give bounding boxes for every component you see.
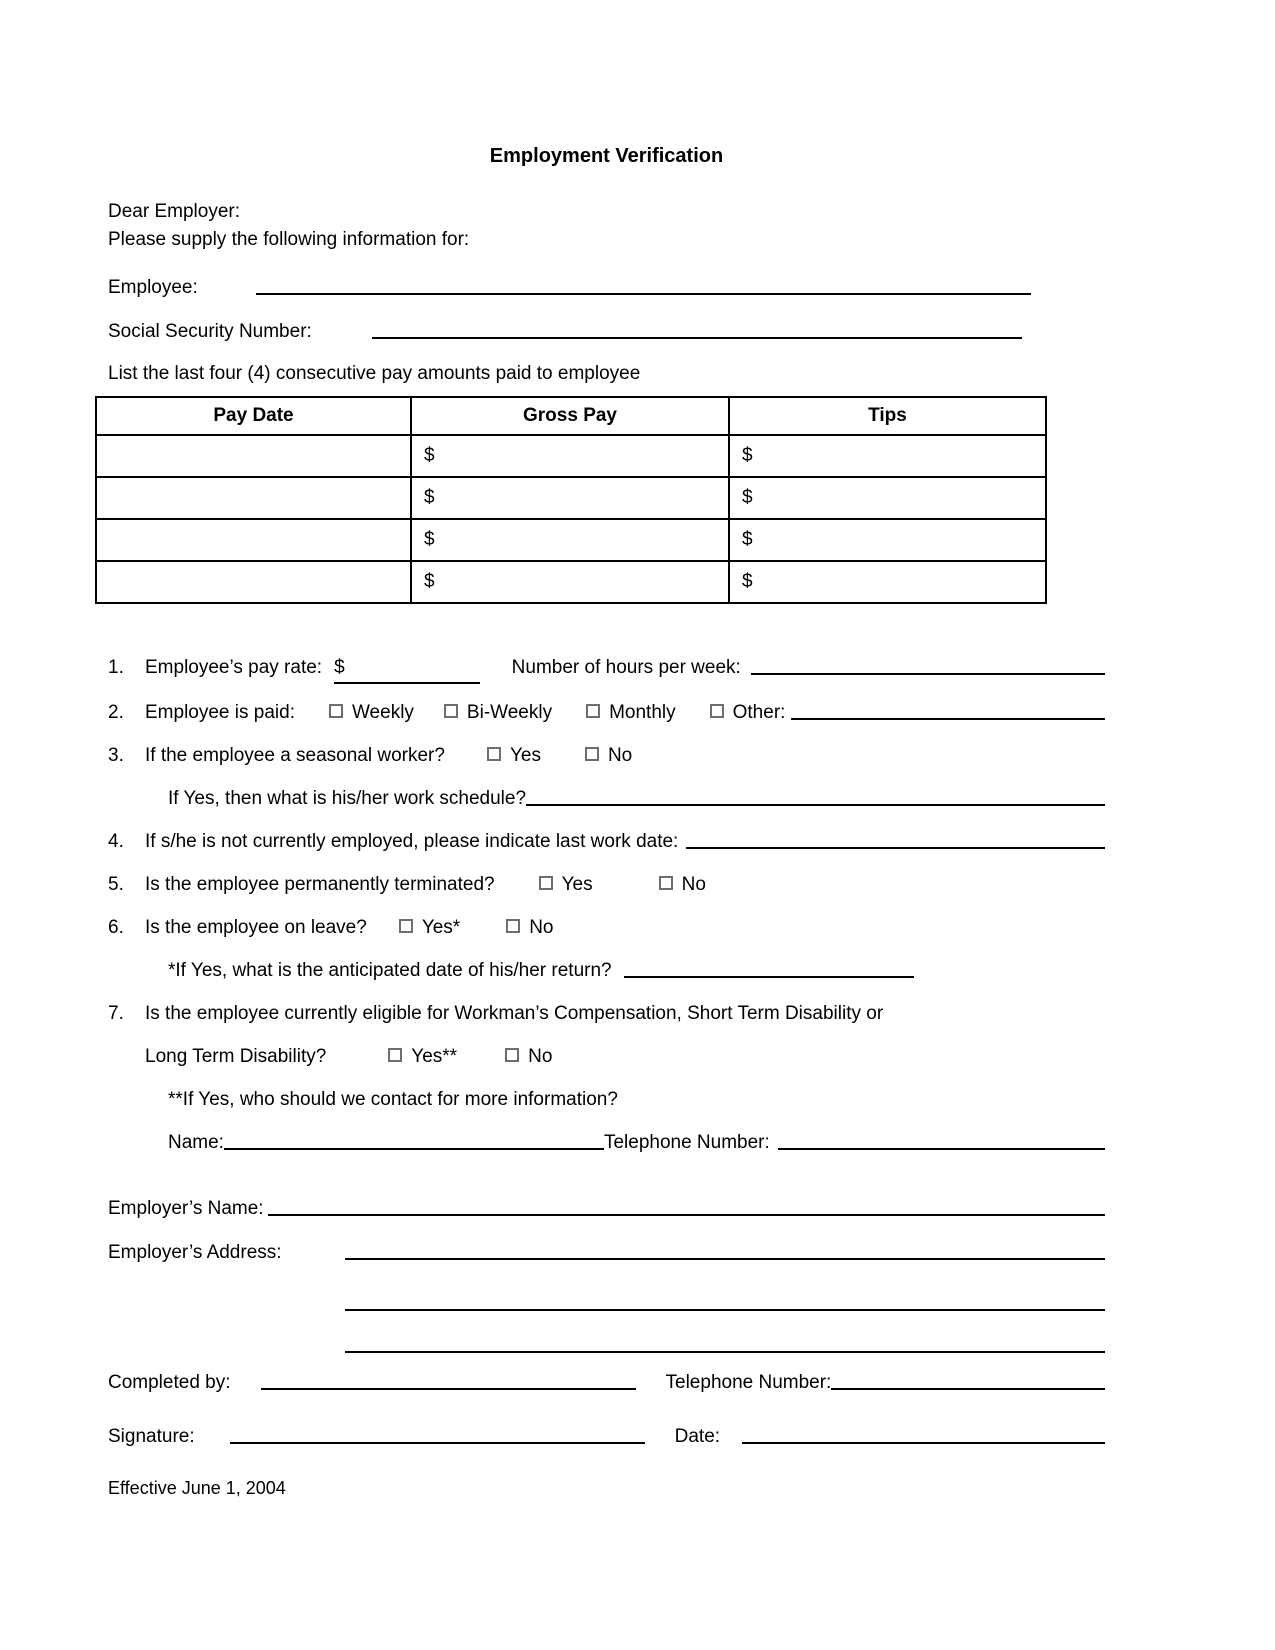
contact-phone-label: Telephone Number: [603, 1132, 770, 1153]
question-6-followup-row [168, 957, 1105, 985]
checkbox-icon[interactable] [399, 919, 413, 933]
gross-pay-cell[interactable]: $ [411, 561, 729, 603]
question-3-yes[interactable] [487, 742, 541, 770]
question-1-number: 1. [108, 657, 124, 678]
employer-address-extra-row [108, 1295, 1105, 1309]
checkbox-icon[interactable] [505, 1048, 519, 1062]
ssn-label: Social Security Number: [108, 321, 312, 342]
question-2-number: 2. [108, 702, 124, 723]
contact-name-label: Name: [168, 1132, 224, 1153]
checkbox-icon[interactable] [506, 919, 520, 933]
option-monthly-label: Monthly [609, 702, 676, 723]
question-6-no[interactable] [506, 914, 553, 942]
completed-by-label: Completed by: [108, 1372, 231, 1393]
tips-cell[interactable]: $ [729, 435, 1046, 477]
question-6-number: 6. [108, 917, 124, 938]
table-row [96, 561, 1046, 603]
question-5-no[interactable] [659, 871, 706, 899]
employer-name-label: Employer’s Name: [108, 1198, 264, 1219]
question-4 [108, 828, 1105, 856]
dollar-sign: $ [334, 657, 345, 678]
signature-label: Signature: [108, 1426, 195, 1447]
no-label: No [528, 1046, 553, 1067]
checkbox-icon[interactable] [585, 747, 599, 761]
checkbox-icon[interactable] [710, 704, 724, 718]
option-monthly[interactable] [586, 699, 676, 727]
question-7-label-line2: Long Term Disability? [145, 1046, 327, 1067]
question-2-label: Employee is paid: [145, 702, 295, 723]
last-work-date-input-line[interactable] [686, 835, 1105, 849]
completed-by-input-line[interactable] [261, 1376, 636, 1390]
pay-date-cell[interactable] [96, 477, 411, 519]
option-other-label: Other: [732, 702, 786, 723]
employee-input-line[interactable] [256, 281, 1031, 295]
yes-label: Yes [561, 874, 593, 895]
completed-phone-label: Telephone Number: [665, 1372, 832, 1393]
completed-by-row [108, 1369, 1105, 1397]
question-3-followup-label: If Yes, then what is his/her work schedule? [168, 788, 527, 809]
gross-pay-cell[interactable]: $ [411, 519, 729, 561]
question-7 [108, 1000, 1105, 1028]
tips-cell[interactable]: $ [729, 477, 1046, 519]
employer-address-line-2[interactable] [345, 1297, 1105, 1311]
question-2 [108, 699, 1105, 727]
pay-table [95, 396, 1047, 604]
question-4-number: 4. [108, 831, 124, 852]
question-3-label: If the employee a seasonal worker? [145, 745, 445, 766]
effective-date-text: Effective June 1, 2004 [108, 1478, 286, 1498]
question-5-number: 5. [108, 874, 124, 895]
dear-employer-text: Dear Employer: [108, 201, 240, 222]
questions-section [108, 654, 1105, 1157]
option-bi-weekly[interactable] [444, 699, 552, 727]
hours-per-week-input-line[interactable] [751, 661, 1105, 675]
question-7-yes[interactable] [388, 1043, 457, 1071]
question-1-label: Employee’s pay rate: [145, 657, 323, 678]
yes-label: Yes* [421, 917, 461, 938]
employer-address-line-3[interactable] [345, 1339, 1105, 1353]
checkbox-icon[interactable] [487, 747, 501, 761]
option-weekly[interactable] [329, 699, 414, 727]
question-6 [108, 914, 1105, 942]
gross-pay-cell[interactable]: $ [411, 477, 729, 519]
ssn-input-line[interactable] [372, 325, 1022, 339]
question-6-followup-label: *If Yes, what is the anticipated date of his/her return? [168, 960, 612, 981]
employer-address-extra-row [108, 1337, 1105, 1351]
checkbox-icon[interactable] [388, 1048, 402, 1062]
question-5 [108, 871, 1105, 899]
employee-label: Employee: [108, 277, 198, 298]
employer-name-input-line[interactable] [268, 1202, 1105, 1216]
question-4-label: If s/he is not currently employed, please indicate last work date: [145, 831, 679, 852]
signature-input-line[interactable] [230, 1430, 645, 1444]
question-6-label: Is the employee on leave? [145, 917, 367, 938]
checkbox-icon[interactable] [444, 704, 458, 718]
completed-phone-input-line[interactable] [831, 1376, 1105, 1390]
yes-label: Yes** [411, 1046, 458, 1067]
question-7-followup-label: **If Yes, who should we contact for more information? [168, 1089, 618, 1110]
tips-cell[interactable]: $ [729, 561, 1046, 603]
no-label: No [607, 745, 633, 766]
contact-name-input-line[interactable] [224, 1136, 604, 1150]
question-7-contact-row [168, 1129, 1105, 1157]
date-label: Date: [674, 1426, 721, 1447]
header-pay-date: Pay Date [96, 397, 411, 435]
pay-rate-blank [345, 672, 480, 673]
page-title: Employment Verification [489, 145, 724, 167]
question-5-label: Is the employee permanently terminated? [145, 874, 495, 895]
employer-address-label: Employer’s Address: [108, 1242, 282, 1263]
option-bi-weekly-label: Bi-Weekly [466, 702, 553, 723]
question-3-followup-row [168, 785, 1105, 813]
date-input-line[interactable] [742, 1430, 1105, 1444]
pay-date-cell[interactable] [96, 561, 411, 603]
employer-address-line-1[interactable] [345, 1246, 1105, 1260]
yes-label: Yes [509, 745, 541, 766]
table-row [96, 435, 1046, 477]
tips-cell[interactable]: $ [729, 519, 1046, 561]
pay-table-header-row [96, 397, 1046, 435]
return-date-input-line[interactable] [624, 964, 914, 978]
employer-name-row [108, 1195, 1105, 1223]
pay-rate-input-line[interactable] [334, 654, 480, 684]
no-label: No [681, 874, 706, 895]
question-6-yes[interactable] [399, 914, 460, 942]
contact-phone-input-line[interactable] [778, 1136, 1105, 1150]
question-1 [108, 654, 1105, 684]
question-7-line2 [145, 1043, 1105, 1071]
employer-address-row [108, 1239, 1105, 1267]
option-other[interactable] [710, 699, 786, 727]
question-7-label-line1: Is the employee currently eligible for Workman’s Compensation, Short Term Disability or [145, 1003, 884, 1024]
question-7-followup-row [168, 1086, 1105, 1114]
checkbox-icon[interactable] [659, 876, 673, 890]
pay-date-cell[interactable] [96, 435, 411, 477]
supply-info-text: Please supply the following information for: [108, 229, 470, 250]
table-row [96, 519, 1046, 561]
checkbox-icon[interactable] [586, 704, 600, 718]
header-tips: Tips [729, 397, 1046, 435]
question-3 [108, 742, 1105, 770]
checkbox-icon[interactable] [329, 704, 343, 718]
hours-per-week-label: Number of hours per week: [511, 657, 741, 678]
ssn-row [108, 318, 1105, 346]
question-7-number: 7. [108, 1003, 124, 1024]
option-weekly-label: Weekly [351, 702, 414, 723]
question-3-no[interactable] [585, 742, 632, 770]
no-label: No [529, 917, 554, 938]
table-row [96, 477, 1046, 519]
pay-table-caption: List the last four (4) consecutive pay amounts paid to employee [108, 363, 641, 384]
checkbox-icon[interactable] [539, 876, 553, 890]
question-3-number: 3. [108, 745, 124, 766]
other-input-line[interactable] [791, 706, 1105, 720]
header-gross-pay: Gross Pay [411, 397, 729, 435]
question-7-no[interactable] [505, 1043, 552, 1071]
question-5-yes[interactable] [539, 871, 593, 899]
pay-date-cell[interactable] [96, 519, 411, 561]
work-schedule-input-line[interactable] [526, 792, 1105, 806]
signature-row [108, 1423, 1105, 1451]
employee-row [108, 274, 1105, 302]
gross-pay-cell[interactable]: $ [411, 435, 729, 477]
